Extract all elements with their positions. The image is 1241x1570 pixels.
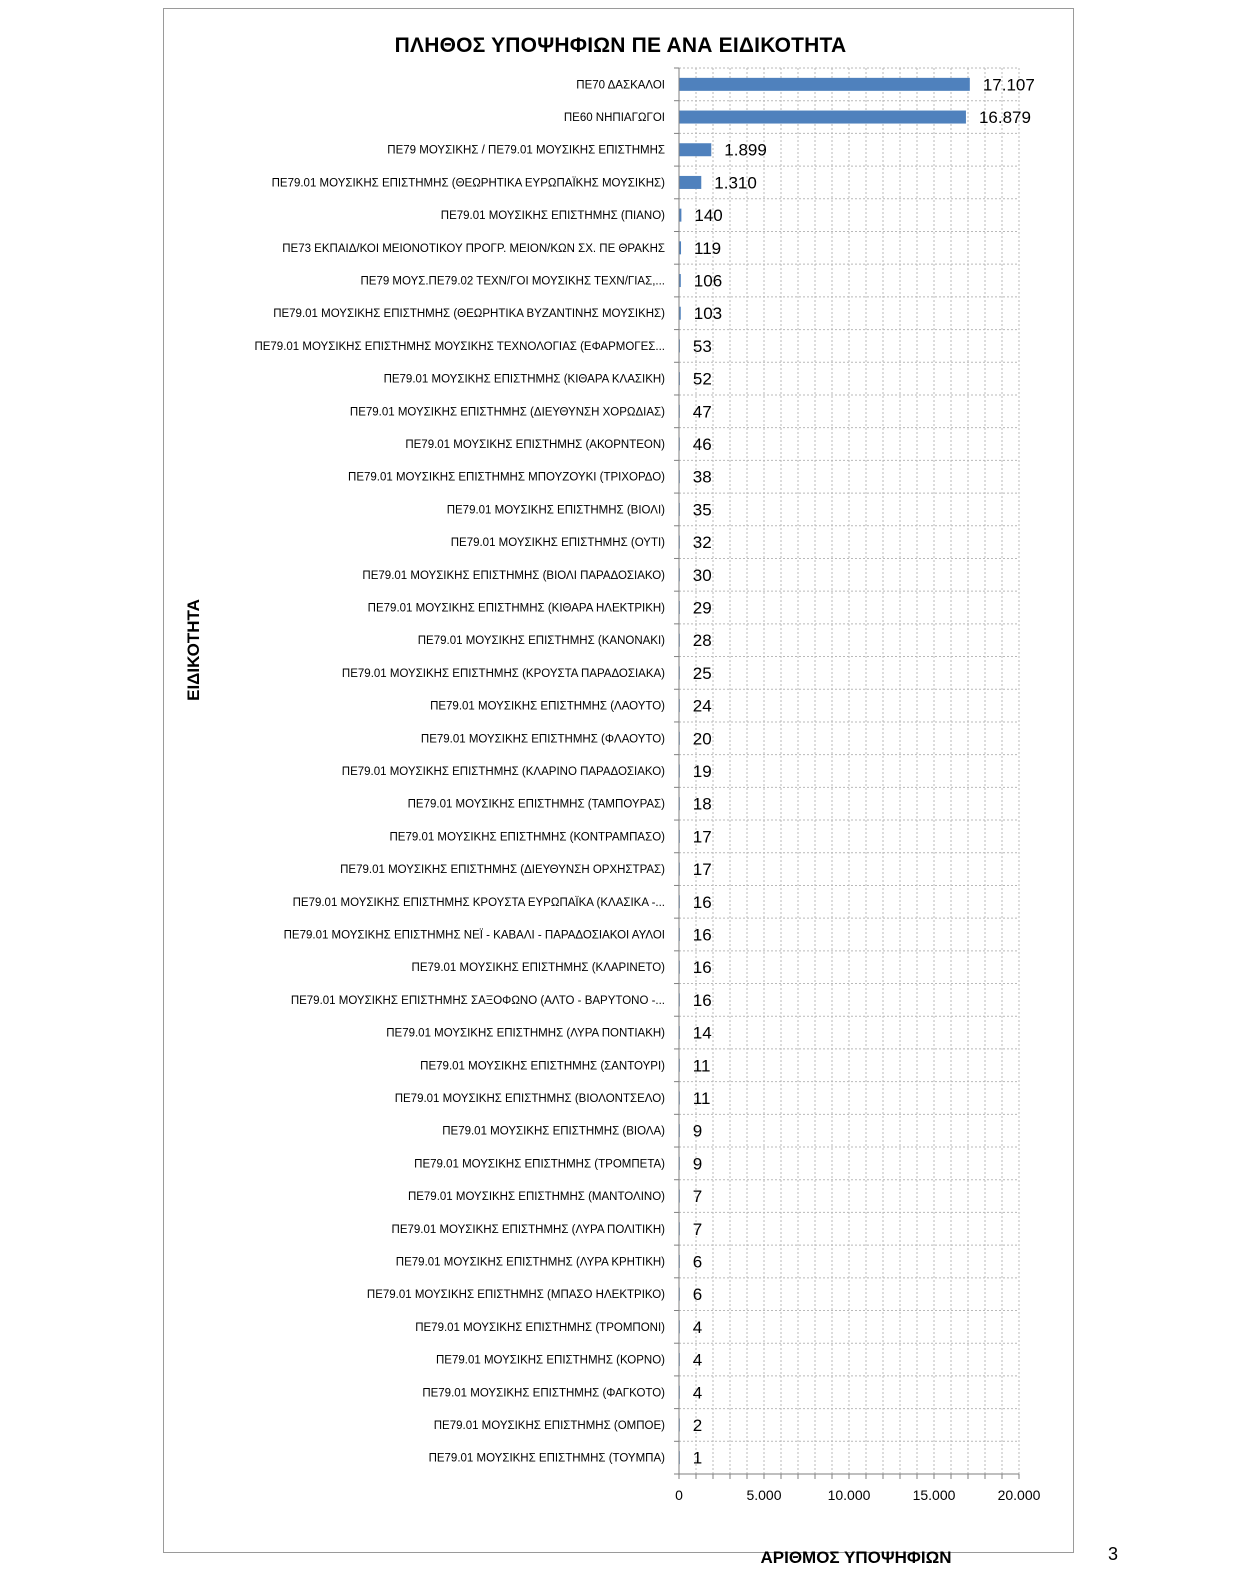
- category-label: ΠΕ79.01 ΜΟΥΣΙΚΗΣ ΕΠΙΣΤΗΜΗΣ (ΣΑΝΤΟΥΡΙ): [420, 1060, 665, 1073]
- value-label: 46: [692, 435, 712, 455]
- category-label: ΠΕ79.01 ΜΟΥΣΙΚΗΣ ΕΠΙΣΤΗΜΗΣ (ΦΛΑΟΥΤΟ): [420, 733, 665, 746]
- value-label: 17: [692, 827, 712, 847]
- value-label: 11: [692, 1056, 711, 1076]
- x-tick-label: 15.000: [912, 1487, 956, 1503]
- category-label: ΠΕ79.01 ΜΟΥΣΙΚΗΣ ΕΠΙΣΤΗΜΗΣ (ΔΙΕΥΘΥΝΣΗ ΧΟΡΩΔΙΑΣ): [349, 406, 665, 419]
- value-label: 25: [692, 663, 712, 683]
- value-label: 9: [692, 1154, 703, 1174]
- category-label: ΠΕ73 ΕΚΠΑΙΔ/ΚΟΙ ΜΕΙΟΝΟΤΙΚΟΥ ΠΡΟΓΡ. ΜΕΙΟΝ/ΚΩΝ ΣΧ. ΠΕ ΘΡΑΚΗΣ: [282, 242, 665, 255]
- category-label: ΠΕ79.01 ΜΟΥΣΙΚΗΣ ΕΠΙΣΤΗΜΗΣ (ΚΟΡΝΟ): [436, 1354, 665, 1367]
- axes: [674, 68, 1019, 1479]
- value-label: 52: [692, 369, 712, 389]
- category-label: ΠΕ79.01 ΜΟΥΣΙΚΗΣ ΕΠΙΣΤΗΜΗΣ (ΛΥΡΑ ΠΟΛΙΤΙΚΗ): [391, 1223, 665, 1236]
- category-label: ΠΕ60 ΝΗΠΙΑΓΩΓΟΙ: [563, 112, 665, 125]
- category-label: ΠΕ79.01 ΜΟΥΣΙΚΗΣ ΕΠΙΣΤΗΜΗΣ (ΠΙΑΝΟ): [440, 210, 665, 223]
- value-label: 16: [692, 990, 712, 1010]
- value-label: 4: [692, 1350, 703, 1370]
- category-label: ΠΕ79.01 ΜΟΥΣΙΚΗΣ ΕΠΙΣΤΗΜΗΣ (ΒΙΟΛΙ ΠΑΡΑΔΟΣΙΑΚΟ): [362, 569, 665, 582]
- y-axis-title: ΕΙΔΙΚΟΤΗΤΑ: [184, 599, 203, 701]
- category-label: ΠΕ79.01 ΜΟΥΣΙΚΗΣ ΕΠΙΣΤΗΜΗΣ ΜΠΟΥΖΟΥΚΙ (ΤΡΙΧΟΡΔΟ): [348, 471, 665, 484]
- value-label: 140: [694, 206, 723, 226]
- category-label: ΠΕ79 ΜΟΥΣΙΚΗΣ / ΠΕ79.01 ΜΟΥΣΙΚΗΣ ΕΠΙΣΤΗΜΗΣ: [387, 144, 665, 157]
- category-label: ΠΕ79.01 ΜΟΥΣΙΚΗΣ ΕΠΙΣΤΗΜΗΣ ΝΕΪ - ΚΑΒΑΛΙ - ΠΑΡΑΔΟΣΙΑΚΟΙ ΑΥΛΟΙ: [283, 929, 665, 942]
- value-label: 28: [692, 631, 712, 651]
- value-label: 6: [692, 1285, 703, 1305]
- category-label: ΠΕ79.01 ΜΟΥΣΙΚΗΣ ΕΠΙΣΤΗΜΗΣ (ΑΚΟΡΝΤΕΟΝ): [405, 439, 665, 452]
- value-labels: [693, 75, 1035, 1467]
- x-tick-labels: [675, 1487, 1041, 1503]
- value-label: 17: [692, 860, 712, 880]
- bars: [679, 78, 970, 1464]
- grid-lines: [679, 68, 1019, 1474]
- category-label: ΠΕ79.01 ΜΟΥΣΙΚΗΣ ΕΠΙΣΤΗΜΗΣ (ΚΙΘΑΡΑ ΗΛΕΚΤΡΙΚΗ): [367, 602, 665, 615]
- value-label: 30: [692, 565, 712, 585]
- value-label: 103: [693, 304, 723, 324]
- category-label: ΠΕ79.01 ΜΟΥΣΙΚΗΣ ΕΠΙΣΤΗΜΗΣ (ΛΥΡΑ ΠΟΝΤΙΑΚΗ): [386, 1027, 665, 1040]
- category-label: ΠΕ79.01 ΜΟΥΣΙΚΗΣ ΕΠΙΣΤΗΜΗΣ (ΛΥΡΑ ΚΡΗΤΙΚΗ): [395, 1256, 665, 1269]
- value-label: 17.107: [982, 75, 1035, 95]
- bar: [679, 111, 966, 124]
- x-tick-label: 20.000: [997, 1487, 1041, 1503]
- value-label: 7: [692, 1187, 703, 1207]
- value-label: 29: [692, 598, 712, 618]
- category-label: ΠΕ79.01 ΜΟΥΣΙΚΗΣ ΕΠΙΣΤΗΜΗΣ (ΛΑΟΥΤΟ): [430, 700, 665, 713]
- value-label: 11: [692, 1088, 711, 1108]
- chart-title: ΠΛΗΘΟΣ ΥΠΟΨΗΦΙΩΝ ΠΕ ΑΝΑ ΕΙΔΙΚΟΤΗΤΑ: [394, 34, 847, 57]
- category-label: ΠΕ79.01 ΜΟΥΣΙΚΗΣ ΕΠΙΣΤΗΜΗΣ (ΒΙΟΛΟΝΤΣΕΛΟ): [394, 1092, 665, 1105]
- value-label: 16: [692, 925, 712, 945]
- bar: [679, 78, 970, 91]
- page-number: 3: [1108, 1544, 1119, 1564]
- value-label: 1: [692, 1448, 703, 1468]
- category-label: ΠΕ79.01 ΜΟΥΣΙΚΗΣ ΕΠΙΣΤΗΜΗΣ (ΚΛΑΡΙΝΕΤΟ): [411, 962, 665, 975]
- bar: [679, 143, 711, 156]
- category-label: ΠΕ79.01 ΜΟΥΣΙΚΗΣ ΕΠΙΣΤΗΜΗΣ (ΤΡΟΜΠΟΝΙ): [415, 1321, 665, 1334]
- value-label: 20: [692, 729, 712, 749]
- category-label: ΠΕ79.01 ΜΟΥΣΙΚΗΣ ΕΠΙΣΤΗΜΗΣ (ΚΑΝΟΝΑΚΙ): [417, 635, 665, 648]
- category-label: ΠΕ79.01 ΜΟΥΣΙΚΗΣ ΕΠΙΣΤΗΜΗΣ (ΔΙΕΥΘΥΝΣΗ ΟΡΧΗΣΤΡΑΣ): [340, 864, 665, 877]
- x-tick-label: 10.000: [827, 1487, 871, 1503]
- category-label: ΠΕ79.01 ΜΟΥΣΙΚΗΣ ΕΠΙΣΤΗΜΗΣ (ΚΟΝΤΡΑΜΠΑΣΟ): [389, 831, 665, 844]
- value-label: 18: [692, 794, 712, 814]
- category-label: ΠΕ70 ΔΑΣΚΑΛΟΙ: [576, 79, 665, 92]
- value-label: 19: [692, 762, 712, 781]
- value-label: 1.899: [724, 140, 767, 160]
- value-label: 47: [692, 402, 712, 422]
- category-label: ΠΕ79.01 ΜΟΥΣΙΚΗΣ ΕΠΙΣΤΗΜΗΣ (ΤΑΜΠΟΥΡΑΣ): [407, 798, 665, 811]
- category-label: ΠΕ79.01 ΜΟΥΣΙΚΗΣ ΕΠΙΣΤΗΜΗΣ ΜΟΥΣΙΚΗΣ ΤΕΧΝΟΛΟΓΙΑΣ (ΕΦΑΡΜΟΓΕΣ...: [254, 340, 665, 353]
- category-label: ΠΕ79.01 ΜΟΥΣΙΚΗΣ ΕΠΙΣΤΗΜΗΣ (ΜΑΝΤΟΛΙΝΟ): [407, 1191, 665, 1204]
- category-label: ΠΕ79.01 ΜΟΥΣΙΚΗΣ ΕΠΙΣΤΗΜΗΣ (ΒΙΟΛΙ): [446, 504, 665, 517]
- category-label: ΠΕ79.01 ΜΟΥΣΙΚΗΣ ΕΠΙΣΤΗΜΗΣ (ΚΙΘΑΡΑ ΚΛΑΣΙΚΗ): [383, 373, 665, 386]
- value-label: 7: [692, 1219, 703, 1239]
- category-label: ΠΕ79.01 ΜΟΥΣΙΚΗΣ ΕΠΙΣΤΗΜΗΣ (ΟΥΤΙ): [450, 537, 665, 550]
- category-label: ΠΕ79.01 ΜΟΥΣΙΚΗΣ ΕΠΙΣΤΗΜΗΣ ΚΡΟΥΣΤΑ ΕΥΡΩΠΑΪΚΑ (ΚΛΑΣΙΚΑ -...: [292, 896, 665, 909]
- category-label: ΠΕ79.01 ΜΟΥΣΙΚΗΣ ΕΠΙΣΤΗΜΗΣ (ΚΛΑΡΙΝΟ ΠΑΡΑΔΟΣΙΑΚΟ): [341, 766, 665, 778]
- value-label: 2: [692, 1415, 703, 1435]
- value-label: 119: [694, 238, 722, 258]
- category-label: ΠΕ79.01 ΜΟΥΣΙΚΗΣ ΕΠΙΣΤΗΜΗΣ (ΤΡΟΜΠΕΤΑ): [414, 1158, 665, 1171]
- value-label: 1.310: [714, 173, 757, 193]
- category-label: ΠΕ79.01 ΜΟΥΣΙΚΗΣ ΕΠΙΣΤΗΜΗΣ (ΚΡΟΥΣΤΑ ΠΑΡΑΔΟΣΙΑΚΑ): [341, 667, 665, 680]
- category-labels: [254, 79, 665, 1464]
- category-label: ΠΕ79.01 ΜΟΥΣΙΚΗΣ ΕΠΙΣΤΗΜΗΣ (ΟΜΠΟΕ): [433, 1419, 665, 1432]
- value-label: 16.879: [978, 108, 1031, 128]
- category-label: ΠΕ79.01 ΜΟΥΣΙΚΗΣ ΕΠΙΣΤΗΜΗΣ (ΘΕΩΡΗΤΙΚΑ ΕΥΡΩΠΑΪΚΗΣ ΜΟΥΣΙΚΗΣ): [271, 177, 665, 190]
- value-label: 6: [692, 1252, 703, 1272]
- category-label: ΠΕ79.01 ΜΟΥΣΙΚΗΣ ΕΠΙΣΤΗΜΗΣ ΣΑΞΟΦΩΝΟ (ΑΛΤΟ - ΒΑΡΥΤΟΝΟ -...: [290, 994, 665, 1007]
- value-label: 38: [692, 467, 712, 487]
- bar: [679, 176, 701, 189]
- category-label: ΠΕ79.01 ΜΟΥΣΙΚΗΣ ΕΠΙΣΤΗΜΗΣ (ΘΕΩΡΗΤΙΚΑ ΒΥΖΑΝΤΙΝΗΣ ΜΟΥΣΙΚΗΣ): [273, 308, 665, 321]
- value-label: 106: [693, 271, 723, 291]
- value-label: 16: [692, 892, 712, 912]
- x-axis-title: ΑΡΙΘΜΟΣ ΥΠΟΨΗΦΙΩΝ: [760, 1548, 952, 1567]
- value-label: 4: [692, 1317, 703, 1337]
- value-label: 14: [692, 1023, 712, 1043]
- value-label: 53: [692, 336, 712, 356]
- value-label: 35: [692, 500, 712, 520]
- category-label: ΠΕ79.01 ΜΟΥΣΙΚΗΣ ΕΠΙΣΤΗΜΗΣ (ΦΑΓΚΟΤΟ): [422, 1387, 665, 1400]
- category-label: ΠΕ79.01 ΜΟΥΣΙΚΗΣ ΕΠΙΣΤΗΜΗΣ (ΒΙΟΛΑ): [442, 1125, 665, 1138]
- value-label: 4: [692, 1383, 703, 1403]
- x-tick-label: 0: [675, 1487, 683, 1503]
- value-label: 16: [692, 958, 712, 978]
- category-label: ΠΕ79.01 ΜΟΥΣΙΚΗΣ ΕΠΙΣΤΗΜΗΣ (ΤΟΥΜΠΑ): [428, 1452, 665, 1465]
- category-label: ΠΕ79.01 ΜΟΥΣΙΚΗΣ ΕΠΙΣΤΗΜΗΣ (ΜΠΑΣΟ ΗΛΕΚΤΡΙΚΟ): [366, 1289, 665, 1302]
- value-label: 24: [692, 696, 712, 716]
- value-label: 9: [692, 1121, 703, 1141]
- category-label: ΠΕ79 ΜΟΥΣ.ΠΕ79.02 ΤΕΧΝ/ΓΟΙ ΜΟΥΣΙΚΗΣ ΤΕΧΝ/ΓΙΑΣ,...: [360, 275, 665, 288]
- x-tick-label: 5.000: [746, 1487, 782, 1503]
- value-label: 32: [692, 533, 712, 553]
